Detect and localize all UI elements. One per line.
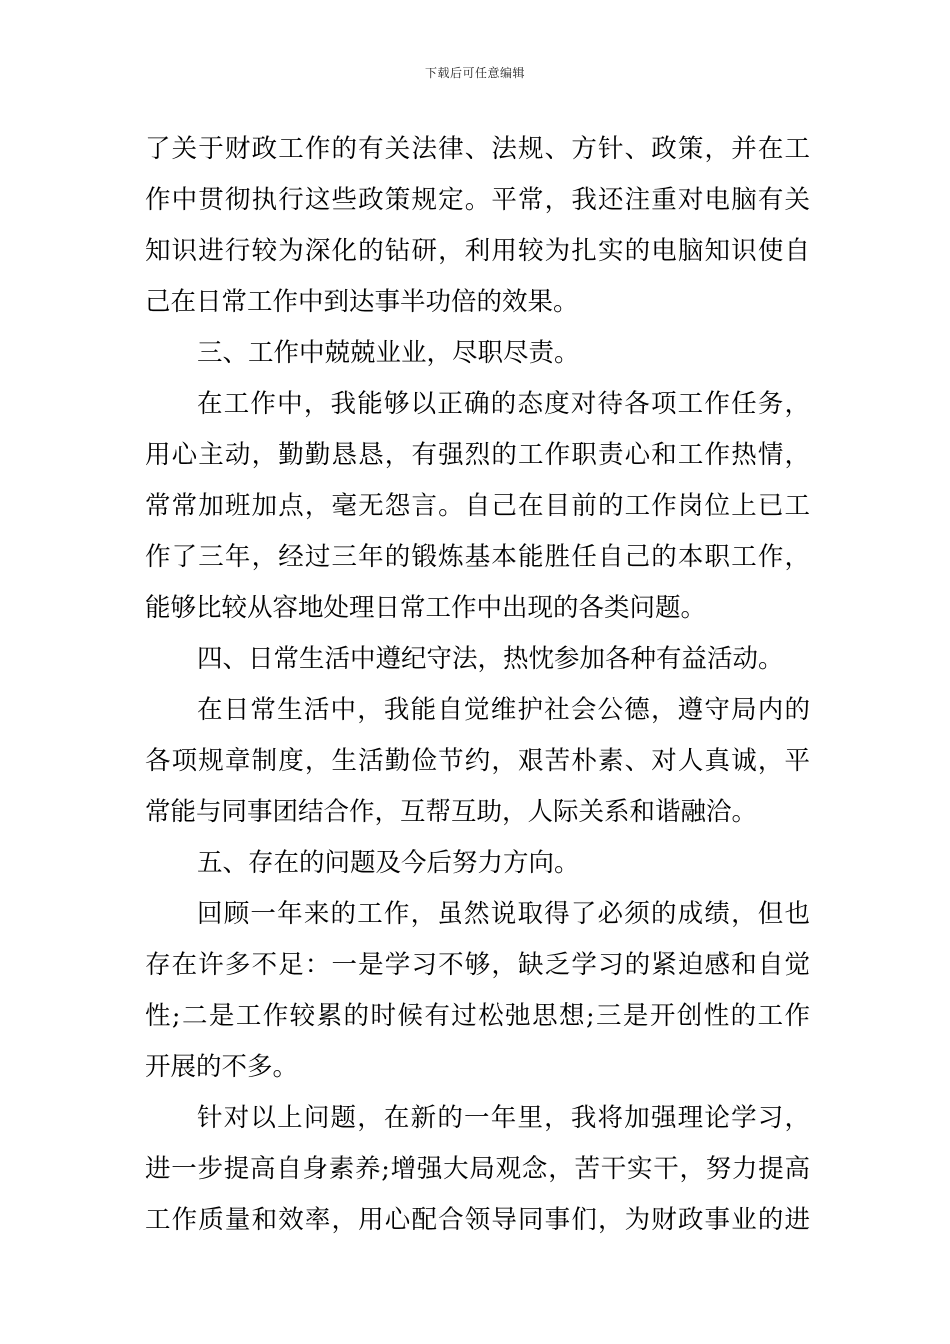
text-line: 在日常生活中，我能自觉维护社会公德，遵守局内的 — [197, 695, 810, 725]
text-line: 能够比较从容地处理日常工作中出现的各类问题。 — [145, 593, 707, 623]
text-line: 三、工作中兢兢业业，尽职尽责。 — [197, 338, 580, 368]
page-header: 下载后可任意编辑 — [424, 66, 525, 80]
text-line: 针对以上问题，在新的一年里，我将加强理论学习， — [197, 1103, 810, 1133]
text-line: 作中贯彻执行这些政策规定。平常，我还注重对电脑有关 — [145, 185, 810, 215]
text-line: 己在日常工作中到达事半功倍的效果。 — [145, 287, 579, 317]
text-line: 常常加班加点，毫无怨言。自己在目前的工作岗位上已工 — [145, 491, 810, 521]
text-line: 五、存在的问题及今后努力方向。 — [197, 848, 580, 878]
text-line: 工作质量和效率，用心配合领导同事们，为财政事业的进 — [145, 1205, 810, 1235]
text-line: 存在许多不足：一是学习不够，缺乏学习的紧迫感和自觉 — [145, 950, 810, 980]
text-line: 回顾一年来的工作，虽然说取得了必须的成绩，但也 — [197, 899, 810, 929]
text-line: 常能与同事团结合作，互帮互助，人际关系和谐融洽。 — [145, 797, 758, 827]
text-line: 在工作中，我能够以正确的态度对待各项工作任务， — [197, 389, 810, 419]
body-text — [145, 124, 810, 1246]
text-line: 进一步提高自身素养;增强大局观念，苦干实干，努力提高 — [145, 1154, 810, 1184]
text-line: 各项规章制度，生活勤俭节约，艰苦朴素、对人真诚，平 — [145, 746, 810, 776]
text-line: 四、日常生活中遵纪守法，热忱参加各种有益活动。 — [197, 644, 784, 674]
text-line: 知识进行较为深化的钻研，利用较为扎实的电脑知识使自 — [145, 236, 810, 266]
text-line: 性;二是工作较累的时候有过松弛思想;三是开创性的工作 — [145, 1001, 810, 1031]
text-line: 作了三年，经过三年的锻炼基本能胜任自己的本职工作， — [145, 542, 810, 572]
text-line: 了关于财政工作的有关法律、法规、方针、政策，并在工 — [145, 134, 810, 164]
text-line: 用心主动，勤勤恳恳，有强烈的工作职责心和工作热情， — [145, 440, 810, 470]
text-line: 开展的不多。 — [145, 1052, 299, 1082]
